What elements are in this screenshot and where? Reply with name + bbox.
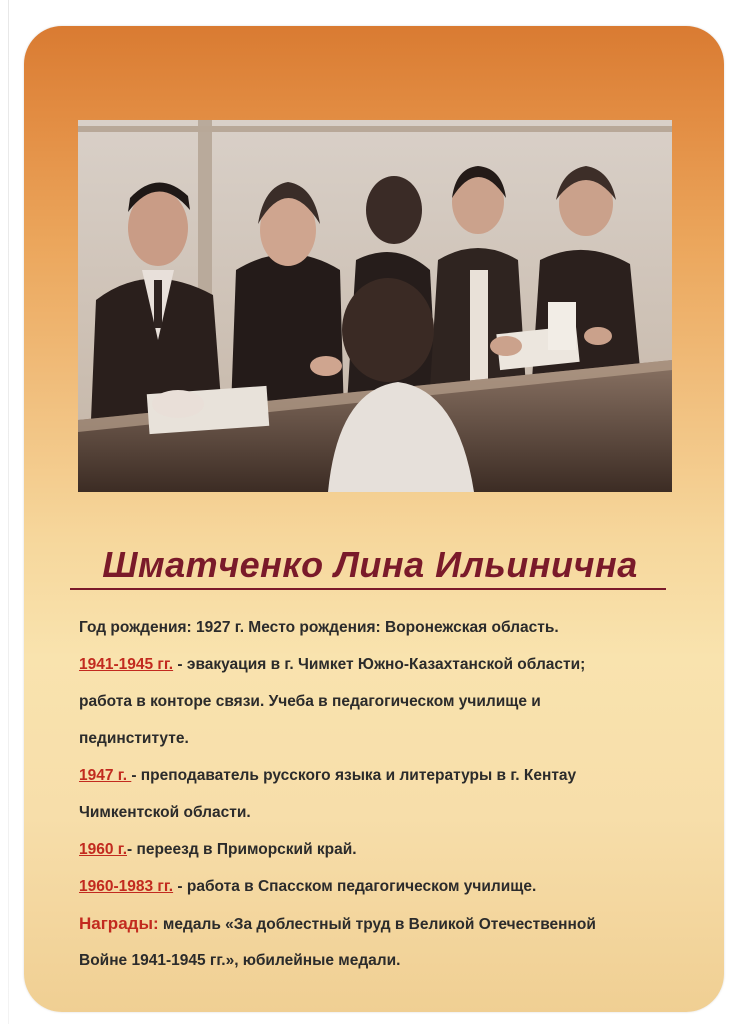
date-1941-1945: 1941-1945 гг. [79,656,174,673]
bio-line-awards [79,905,709,942]
date-1960: 1960 г. [79,841,127,858]
bio-line-1941-cont2 [79,720,709,757]
bio-line-1960-1983 [79,868,709,905]
scan-edge [8,0,9,1024]
person-name: Шматченко Лина Ильинична [102,544,638,585]
date-1960-1983: 1960-1983 гг. [79,878,174,895]
bio-line-1947 [79,757,709,794]
bio-text-1941-cont1: работа в конторе связи. Учеба в педагогическом училище и [79,693,541,710]
group-photo [78,120,672,492]
bio-line-1960 [79,831,709,868]
awards-text-cont: Войне 1941-1945 гг.», юбилейные медали. [79,952,401,969]
bio-text-1960-1983: - работа в Спасском педагогическом училище. [173,878,537,895]
biography [79,609,709,979]
date-1947: 1947 г. [79,767,132,784]
poster-card [24,26,724,1012]
awards-label: Награды: [79,914,159,933]
bio-line-1947-cont [79,794,709,831]
bio-birth-line [79,609,709,646]
name-underline [70,588,666,590]
bio-text-1960: - переезд в Приморский край. [127,841,357,858]
bio-birth: Год рождения: 1927 г. Место рождения: Воронежская область. [79,619,559,636]
bio-line-1941-cont1 [79,683,709,720]
bio-line-awards-cont [79,942,709,979]
bio-text-1947: - преподаватель русского языка и литературы в г. Кентау [131,767,577,784]
awards-text: медаль «За доблестный труд в Великой Отечественной [158,916,596,933]
bio-line-1941 [79,646,709,683]
bio-text-1941-cont2: пединституте. [79,730,189,747]
bio-text-1947-cont: Чимкентской области. [79,804,251,821]
bio-text-1941: - эвакуация в г. Чимкет Южно-Казахтанской области; [173,656,586,673]
